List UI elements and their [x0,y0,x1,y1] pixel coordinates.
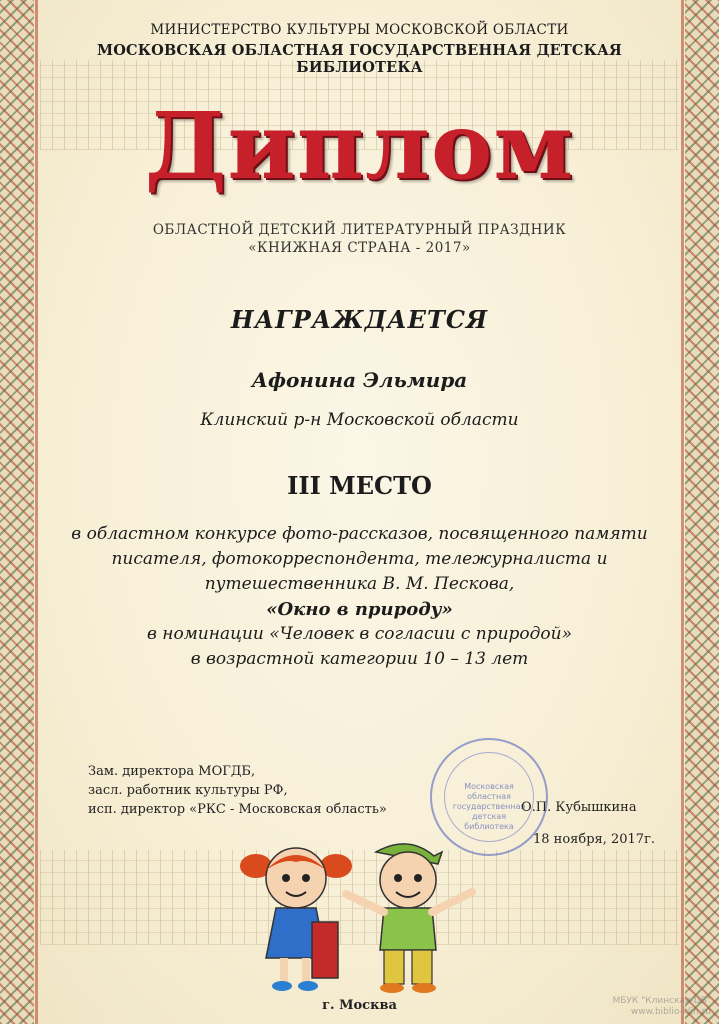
city-name: г. Москва [322,998,397,1013]
stamp-line-3: государственная [452,802,526,811]
issue-date: 18 ноября, 2017г. [533,832,656,847]
description-line-2: писателя, фотокорреспондента, тележурналиста и [111,549,608,569]
signer-name: О.П. Кубышкина [521,800,637,815]
girl-figure [240,848,352,991]
festival-line-1: ОБЛАСТНОЙ ДЕТСКИЙ ЛИТЕРАТУРНЫЙ ПРАЗДНИК [152,222,567,238]
ministry-name: МИНИСТЕРСТВО КУЛЬТУРЫ МОСКОВСКОЙ ОБЛАСТИ [150,22,569,38]
recipient-name: Афонина Эльмира [251,368,468,392]
left-ornamental-border [0,0,34,1024]
signatory-line-3: исп. директор «РКС - Московская область» [88,802,387,817]
description-line-5: в номинации «Человек в согласии с природой» [146,624,573,644]
contest-name: «Окно в природу» [266,599,453,620]
description-line-6: в возрастной категории 10 – 13 лет [190,649,529,669]
stamp-line-1: Московская [464,782,514,791]
right-ornamental-border [685,0,719,1024]
award-description [40,522,679,672]
awarded-heading: НАГРАЖДАЕТСЯ [230,305,489,334]
festival-line-2: «КНИЖНАЯ СТРАНА - 2017» [248,240,471,256]
stamp-line-4: детская [471,812,507,821]
right-border-line [681,0,684,1024]
diploma-title: Диплом [144,92,575,200]
watermark-line-1: МБУК "Клинская-ЦБ" [612,996,711,1006]
signatory-block [88,762,387,819]
library-name: МОСКОВСКАЯ ОБЛАСТНАЯ ГОСУДАРСТВЕННАЯ ДЕТСКАЯ БИБЛИОТЕКА [96,42,623,76]
watermark-line-2: www.biblio-klin.ru [630,1007,711,1017]
site-watermark [612,996,711,1018]
award-place: III МЕСТО [287,471,432,500]
recipient-region: Клинский р-н Московской области [200,410,519,430]
description-line-1: в областном конкурсе фото-рассказов, посвященного памяти [71,524,648,544]
signatory-line-2: засл. работник культуры РФ, [88,783,288,798]
description-line-3: путешественника В. М. Пескова, [204,574,515,594]
left-border-line [35,0,38,1024]
signatory-line-1: Зам. директора МОГДБ, [88,764,256,779]
stamp-line-2: областная [467,792,511,801]
stamp-line-5: библиотека [464,822,514,831]
boy-figure [346,844,472,993]
children-illustration [228,838,488,998]
